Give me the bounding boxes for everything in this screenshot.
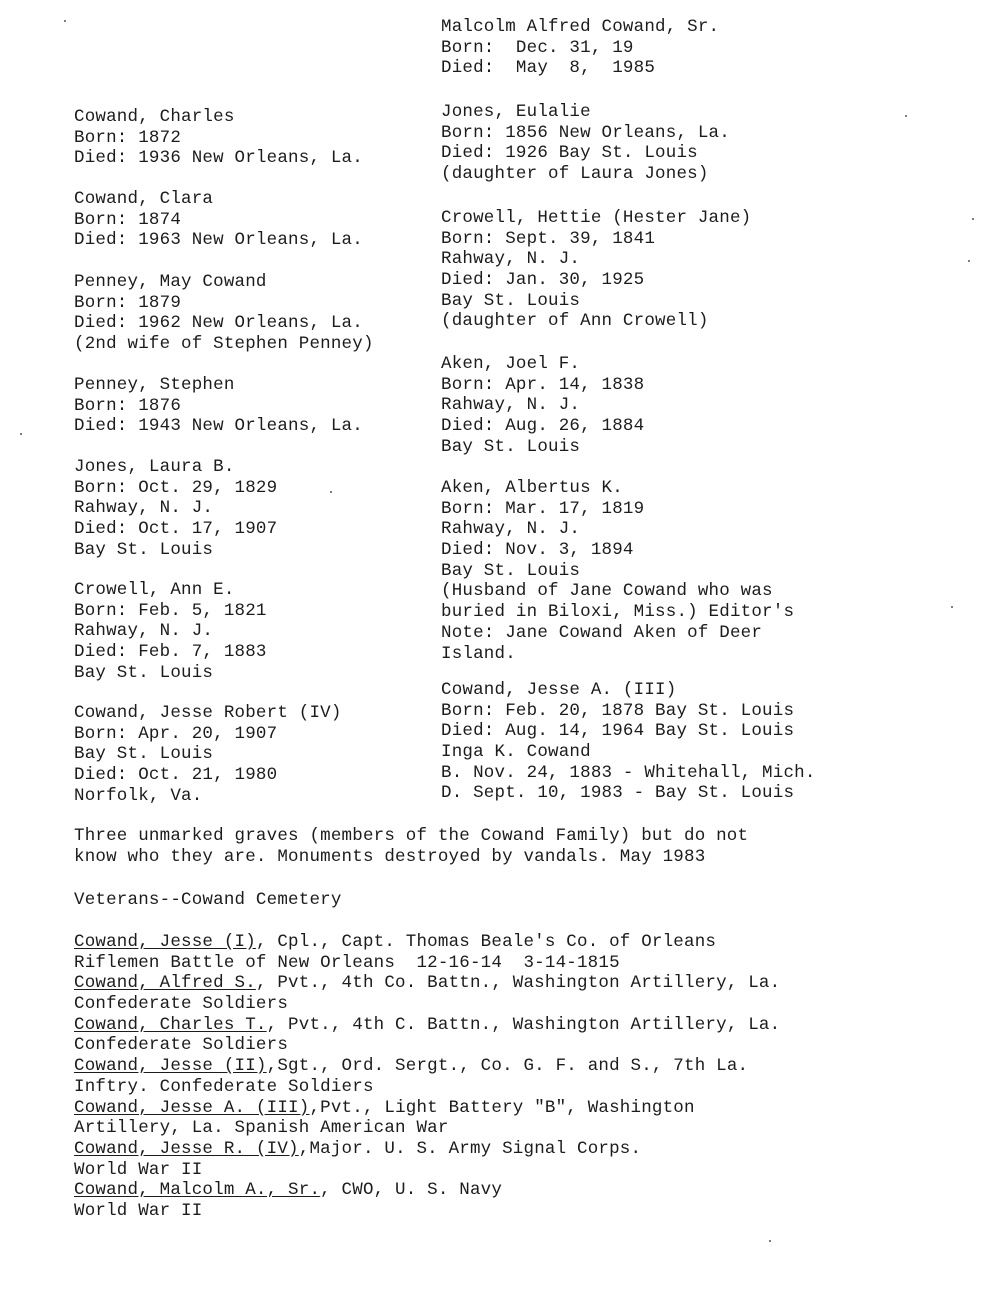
entry-line: Note: Jane Cowand Aken of Deer [441, 622, 763, 643]
entry-line: Died: 1943 New Orleans, La. [74, 416, 363, 437]
left-entry-ann-crowell [74, 580, 267, 683]
entry-name: Cowand, Charles [74, 107, 235, 127]
scan-speck [951, 606, 953, 608]
right-entry-albertus-aken [441, 478, 794, 664]
veteran-entry [74, 1056, 780, 1097]
veteran-name: Cowand, Alfred S. [74, 973, 256, 994]
entry-line: buried in Biloxi, Miss.) Editor's [441, 602, 795, 623]
note-line: Three unmarked graves (members of the Cowand Family) but do not [74, 826, 749, 846]
entry-line: Born: Sept. 39, 1841 [441, 228, 656, 249]
entry-line: Bay St. Louis [74, 662, 214, 683]
veteran-name: Cowand, Jesse (I) [74, 932, 256, 952]
veteran-name: Cowand, Malcolm A., Sr. [74, 1180, 321, 1201]
veterans-heading: Veterans--Cowand Cemetery [74, 890, 342, 910]
entry-name: Jones, Laura B. [74, 457, 235, 477]
entry-line: Died: Oct. 17, 1907 [74, 519, 278, 540]
entry-name: Aken, Albertus K. [441, 478, 623, 498]
entry-name: Cowand, Clara [74, 189, 214, 209]
entry-line: (daughter of Ann Crowell) [441, 311, 709, 332]
right-entry-joel-aken [441, 354, 644, 457]
right-entry-hettie-crowell [441, 208, 751, 332]
entry-line: Born: 1872 [74, 127, 182, 148]
entry-line: Bay St. Louis [441, 436, 581, 457]
unmarked-graves-note [74, 826, 748, 867]
entry-line: Rahway, N. J. [74, 621, 214, 642]
left-entry-laura-jones [74, 457, 277, 560]
left-entry-jesse-robert [74, 703, 342, 806]
entry-line: Rahway, N. J. [441, 249, 581, 270]
entry-line-handwritten: D. Sept. 10, 1983 - Bay St. Louis [441, 783, 795, 804]
entry-line: Rahway, N. J. [74, 498, 214, 519]
entry-line: Born: Mar. 17, 1819 [441, 498, 645, 519]
veteran-entry [74, 1139, 780, 1180]
entry-line-handwritten: B. Nov. 24, 1883 - Whitehall, Mich. [441, 762, 816, 783]
veteran-detail: ,Sgt., Ord. Sergt., Co. G. F. and S., 7th La. [266, 1056, 749, 1077]
veteran-detail-line2: Riflemen Battle of New Orleans 12-16-14 3-14-1815 [74, 952, 620, 973]
veteran-detail: ,Major. U. S. Army Signal Corps. [298, 1138, 642, 1159]
veterans-list [74, 932, 780, 1222]
entry-line: Born: 1874 [74, 209, 182, 230]
left-entry-stephen-penney [74, 375, 363, 437]
entry-line: Died: Jan. 30, 1925 [441, 270, 645, 291]
scan-speck [972, 218, 974, 220]
left-entry-charles [74, 107, 363, 169]
header-name: Malcolm Alfred Cowand, Sr. [441, 17, 720, 37]
scan-speck [968, 260, 970, 262]
veteran-name: Cowand, Charles T. [74, 1014, 267, 1035]
entry-line-handwritten: Inga K. Cowand [441, 742, 591, 763]
entry-line: Born: 1876 [74, 395, 182, 416]
scan-speck [330, 491, 332, 493]
scan-speck [905, 115, 907, 117]
veteran-entry [74, 932, 780, 973]
veteran-entry [74, 1180, 780, 1221]
veteran-detail: , Cpl., Capt. Thomas Beale's Co. of Orleans [255, 932, 717, 952]
right-entry-jesse-a-iii [441, 680, 816, 804]
left-entry-clara [74, 189, 363, 251]
entry-name: Jones, Eulalie [441, 102, 591, 122]
right-entry-eulalie-jones [441, 102, 730, 185]
veteran-name: Cowand, Jesse R. (IV) [74, 1138, 299, 1159]
entry-line: Died: 1963 New Orleans, La. [74, 230, 363, 251]
entry-line: Born: Apr. 14, 1838 [441, 374, 645, 395]
entry-line: Rahway, N. J. [441, 519, 581, 540]
entry-line: (daughter of Laura Jones) [441, 164, 709, 185]
entry-line: Died: Aug. 26, 1884 [441, 416, 645, 437]
entry-line: Island. [441, 643, 516, 664]
entry-line: Born: 1856 New Orleans, La. [441, 122, 730, 143]
entry-line: Died: 1936 New Orleans, La. [74, 148, 363, 169]
entry-line: Bay St. Louis [441, 290, 581, 311]
veterans-heading-block [74, 890, 342, 911]
header-died: Died: May 8, 1985 [441, 58, 656, 79]
entry-line: Born: Feb. 5, 1821 [74, 600, 267, 621]
entry-line: (Husband of Jane Cowand who was [441, 581, 773, 602]
entry-name: Cowand, Jesse Robert (IV) [74, 703, 342, 723]
entry-line: Died: Nov. 3, 1894 [441, 540, 634, 561]
veteran-detail-line2: World War II [74, 1159, 203, 1180]
left-entry-may-penney [74, 272, 374, 355]
veteran-detail-line2: Confederate Soldiers [74, 994, 289, 1015]
veteran-detail-line2: Artillery, La. Spanish American War [74, 1118, 449, 1139]
scan-speck [20, 433, 22, 435]
entry-line: Died: Aug. 14, 1964 Bay St. Louis [441, 721, 795, 742]
veteran-name: Cowand, Jesse A. (III) [74, 1097, 310, 1118]
veteran-entry [74, 1015, 780, 1056]
header-born: Born: Dec. 31, 19 [441, 37, 634, 58]
entry-name: Crowell, Hettie (Hester Jane) [441, 208, 752, 228]
entry-line: Bay St. Louis [74, 539, 214, 560]
header-entry [441, 17, 719, 79]
veteran-detail-line2: Inftry. Confederate Soldiers [74, 1076, 374, 1097]
entry-line: Bay St. Louis [74, 744, 214, 765]
entry-line: Born: Oct. 29, 1829 [74, 477, 278, 498]
entry-line: Born: 1879 [74, 292, 182, 313]
entry-line: (2nd wife of Stephen Penney) [74, 334, 374, 355]
entry-line: Born: Apr. 20, 1907 [74, 723, 278, 744]
entry-line: Died: 1962 New Orleans, La. [74, 313, 363, 334]
entry-name: Crowell, Ann E. [74, 580, 235, 600]
entry-name: Aken, Joel F. [441, 354, 581, 374]
veteran-detail: ,Pvt., Light Battery "B", Washington [309, 1097, 695, 1118]
scan-speck [769, 1240, 771, 1242]
entry-line: Died: 1926 Bay St. Louis [441, 143, 698, 164]
entry-line: Born: Feb. 20, 1878 Bay St. Louis [441, 700, 795, 721]
veteran-entry [74, 973, 780, 1014]
veteran-entry [74, 1098, 780, 1139]
entry-line: Died: Oct. 21, 1980 [74, 765, 278, 786]
veteran-name: Cowand, Jesse (II) [74, 1056, 267, 1077]
entry-name: Penney, Stephen [74, 375, 235, 395]
veteran-detail: , Pvt., 4th C. Battn., Washington Artillery, La. [266, 1014, 781, 1035]
scan-speck [64, 20, 66, 22]
entry-line: Rahway, N. J. [441, 395, 581, 416]
veteran-detail-line2: Confederate Soldiers [74, 1035, 289, 1056]
entry-line: Bay St. Louis [441, 560, 581, 581]
note-line: know who they are. Monuments destroyed by vandals. May 1983 [74, 846, 706, 867]
entry-name: Cowand, Jesse A. (III) [441, 680, 677, 700]
veteran-detail: , Pvt., 4th Co. Battn., Washington Artillery, La. [255, 973, 781, 994]
veteran-detail: , CWO, U. S. Navy [320, 1180, 503, 1201]
entry-line: Died: Feb. 7, 1883 [74, 642, 267, 663]
entry-name: Penney, May Cowand [74, 272, 267, 292]
veteran-detail-line2: World War II [74, 1200, 203, 1221]
entry-line: Norfolk, Va. [74, 785, 203, 806]
